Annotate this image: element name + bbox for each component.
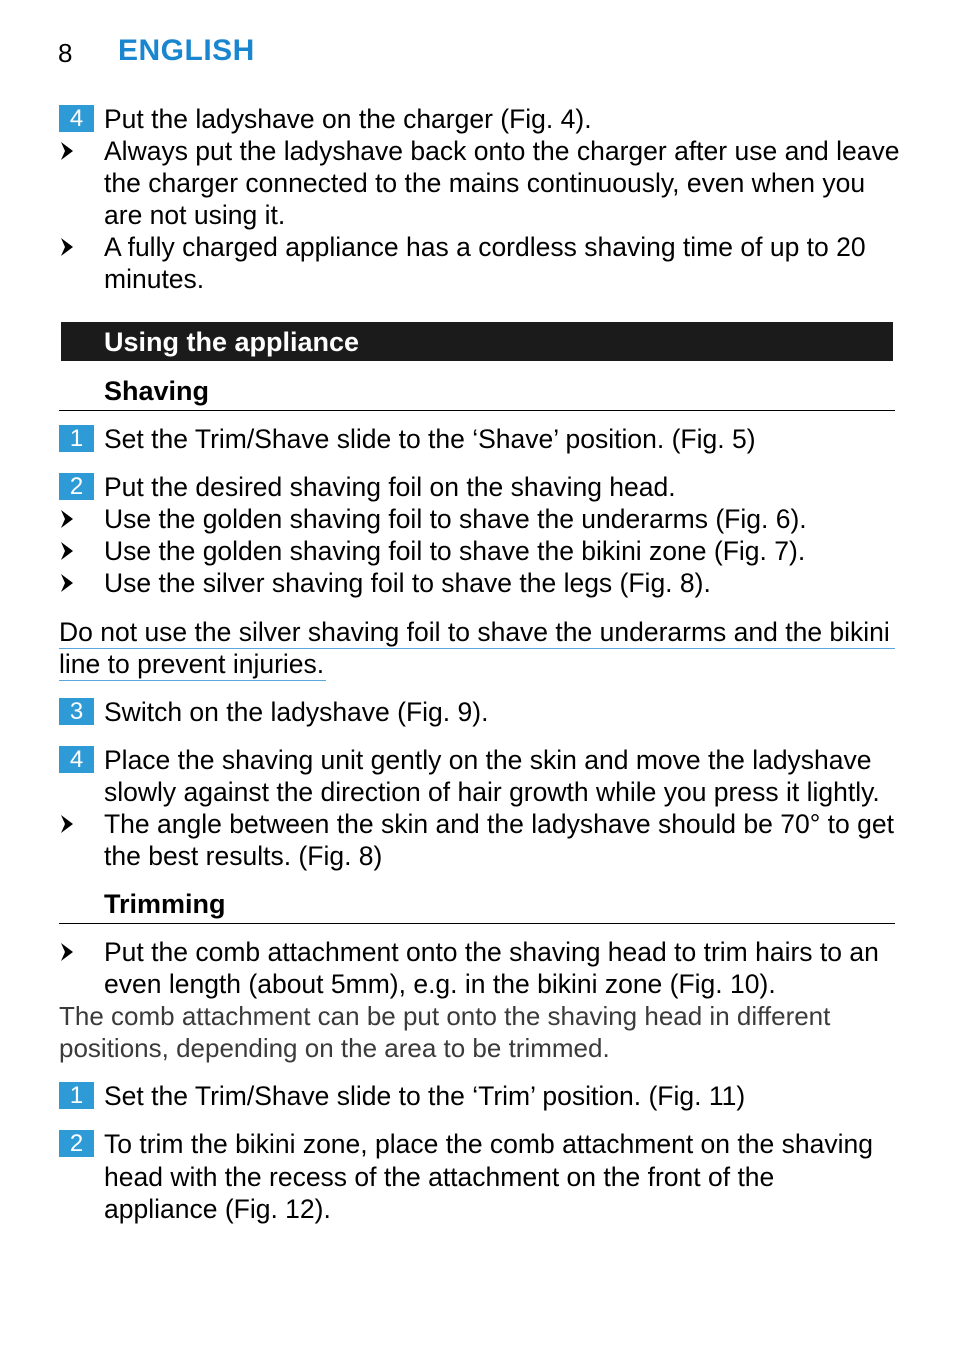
bullet-arrow-icon [60,238,74,256]
step-text: Put the desired shaving foil on the shaving head. [104,472,676,502]
step-text: To trim the bikini zone, place the comb attachment on the shaving [104,1129,873,1159]
bullet-text: Always put the ladyshave back onto the charger after use and leave [104,136,900,166]
warning-text: Do not use the silver shaving foil to shave the underarms and the bikini [59,616,895,649]
bullet-text: are not using it. [104,200,286,230]
bullet-text: Put the comb attachment onto the shaving head to trim hairs to an [104,937,879,967]
bullet-arrow-icon [60,943,74,961]
step-number-4: 4 [59,105,94,132]
bullet-arrow-icon [60,574,74,592]
step-number-1: 1 [59,1082,94,1109]
bullet-text: the best results. (Fig. 8) [104,841,383,871]
bullet-arrow-icon [60,542,74,560]
step-number-2: 2 [59,473,94,500]
step-text: head with the recess of the attachment on the front of the [104,1162,775,1192]
section-title: Using the appliance [104,327,360,357]
step-number-1: 1 [59,425,94,452]
bullet-arrow-icon [60,815,74,833]
step-text: Place the shaving unit gently on the skin and move the ladyshave [104,745,872,775]
divider [59,923,895,924]
step-text: Put the ladyshave on the charger (Fig. 4). [104,104,592,134]
step-number-2: 2 [59,1130,94,1157]
page-number: 8 [58,38,73,68]
step-number-4: 4 [59,746,94,773]
subheading-shaving: Shaving [104,376,210,406]
note-text: positions, depending on the area to be trimmed. [59,1033,610,1063]
bullet-text: the charger connected to the mains continuously, even when you [104,168,866,198]
step-text: slowly against the direction of hair growth while you press it lightly. [104,777,880,807]
step-text: Switch on the ladyshave (Fig. 9). [104,697,489,727]
bullet-text: A fully charged appliance has a cordless shaving time of up to 20 [104,232,866,262]
step-text: Set the Trim/Shave slide to the ‘Shave’ position. (Fig. 5) [104,424,756,454]
step-text: appliance (Fig. 12). [104,1194,331,1224]
bullet-text: minutes. [104,264,205,294]
step-number-3: 3 [59,698,94,725]
bullet-text: The angle between the skin and the ladyshave should be 70° to get [104,809,894,839]
language-heading: ENGLISH [118,34,255,67]
bullet-arrow-icon [60,142,74,160]
step-text: Set the Trim/Shave slide to the ‘Trim’ position. (Fig. 11) [104,1081,746,1111]
warning-text: line to prevent injuries. [59,649,325,679]
note-text: The comb attachment can be put onto the shaving head in different [59,1001,831,1031]
bullet-text: Use the golden shaving foil to shave the bikini zone (Fig. 7). [104,536,806,566]
bullet-text: Use the golden shaving foil to shave the underarms (Fig. 6). [104,504,807,534]
subheading-trimming: Trimming [104,889,226,919]
bullet-text: Use the silver shaving foil to shave the legs (Fig. 8). [104,568,711,598]
bullet-text: even length (about 5mm), e.g. in the bikini zone (Fig. 10). [104,969,776,999]
divider [59,410,895,411]
bullet-arrow-icon [60,510,74,528]
